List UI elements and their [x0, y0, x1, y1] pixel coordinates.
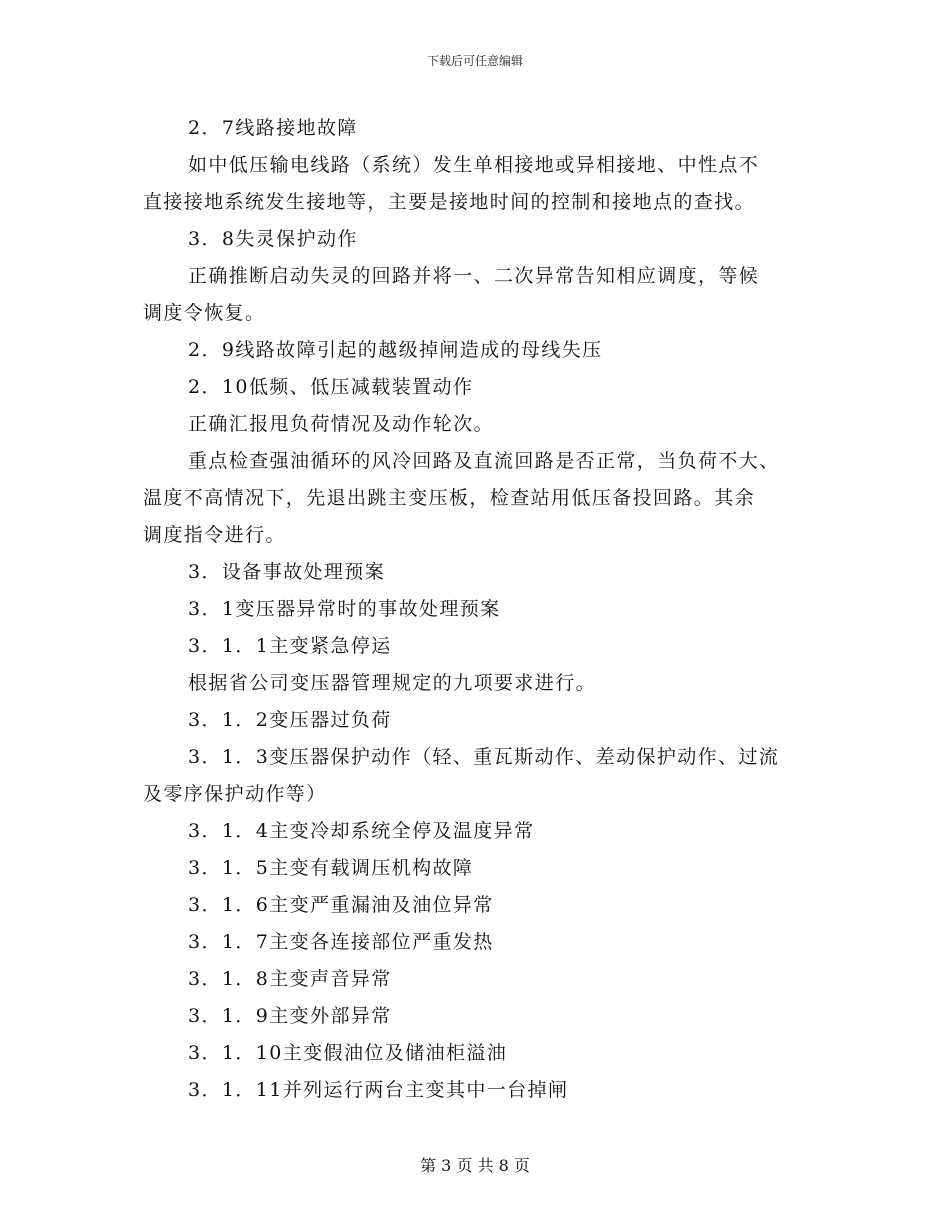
text-line: 正确汇报甩负荷情况及动作轮次。 — [188, 413, 495, 435]
text-line: 3．1．7主变各连接部位严重发热 — [188, 931, 494, 953]
text-line: 3．1．1主变紧急停运 — [188, 635, 392, 657]
text-line: 直接接地系统发生接地等，主要是接地时间的控制和接地点的查找。 — [143, 191, 756, 213]
text-line: 重点检查强油循环的风冷回路及直流回路是否正常，当负荷不大、 — [188, 450, 780, 472]
text-line: 3．1．10主变假油位及储油柜溢油 — [188, 1042, 508, 1064]
text-line: 3．1．8主变声音异常 — [188, 968, 392, 990]
page-number: 第 3 页 共 8 页 — [420, 1156, 530, 1175]
text-line: 3．8失灵保护动作 — [188, 228, 358, 250]
text-line: 2．7线路接地故障 — [188, 117, 358, 139]
text-line: 3．1．9主变外部异常 — [188, 1005, 392, 1027]
text-line: 正确推断启动失灵的回路并将一、二次异常告知相应调度，等候 — [188, 265, 760, 287]
text-line: 3．1变压器异常时的事故处理预案 — [188, 598, 501, 620]
text-line: 3．1．6主变严重漏油及油位异常 — [188, 894, 494, 916]
text-line: 2．9线路故障引起的越级掉闸造成的母线失压 — [188, 339, 603, 361]
text-line: 3．1．3变压器保护动作（轻、重瓦斯动作、差动保护动作、过流 — [188, 746, 780, 768]
text-line: 调度令恢复。 — [143, 302, 266, 324]
text-line: 如中低压输电线路（系统）发生单相接地或异相接地、中性点不 — [188, 154, 760, 176]
text-line: 根据省公司变压器管理规定的九项要求进行。 — [188, 672, 597, 694]
text-line: 3．设备事故处理预案 — [188, 561, 386, 583]
text-line: 温度不高情况下，先退出跳主变压板，检查站用低压备投回路。其余 — [143, 487, 756, 509]
text-line: 3．1．5主变有载调压机构故障 — [188, 857, 474, 879]
page-header: 下载后可任意编辑 — [426, 54, 523, 68]
text-line: 3．1．11并列运行两台主变其中一台掉闸 — [188, 1079, 569, 1101]
text-line: 调度指令进行。 — [143, 524, 286, 546]
text-line: 2．10低频、低压减载装置动作 — [188, 376, 474, 398]
text-line: 3．1．2变压器过负荷 — [188, 709, 392, 731]
text-line: 3．1．4主变冷却系统全停及温度异常 — [188, 820, 535, 842]
text-line: 及零序保护动作等） — [143, 783, 327, 805]
document-body — [143, 110, 815, 1109]
